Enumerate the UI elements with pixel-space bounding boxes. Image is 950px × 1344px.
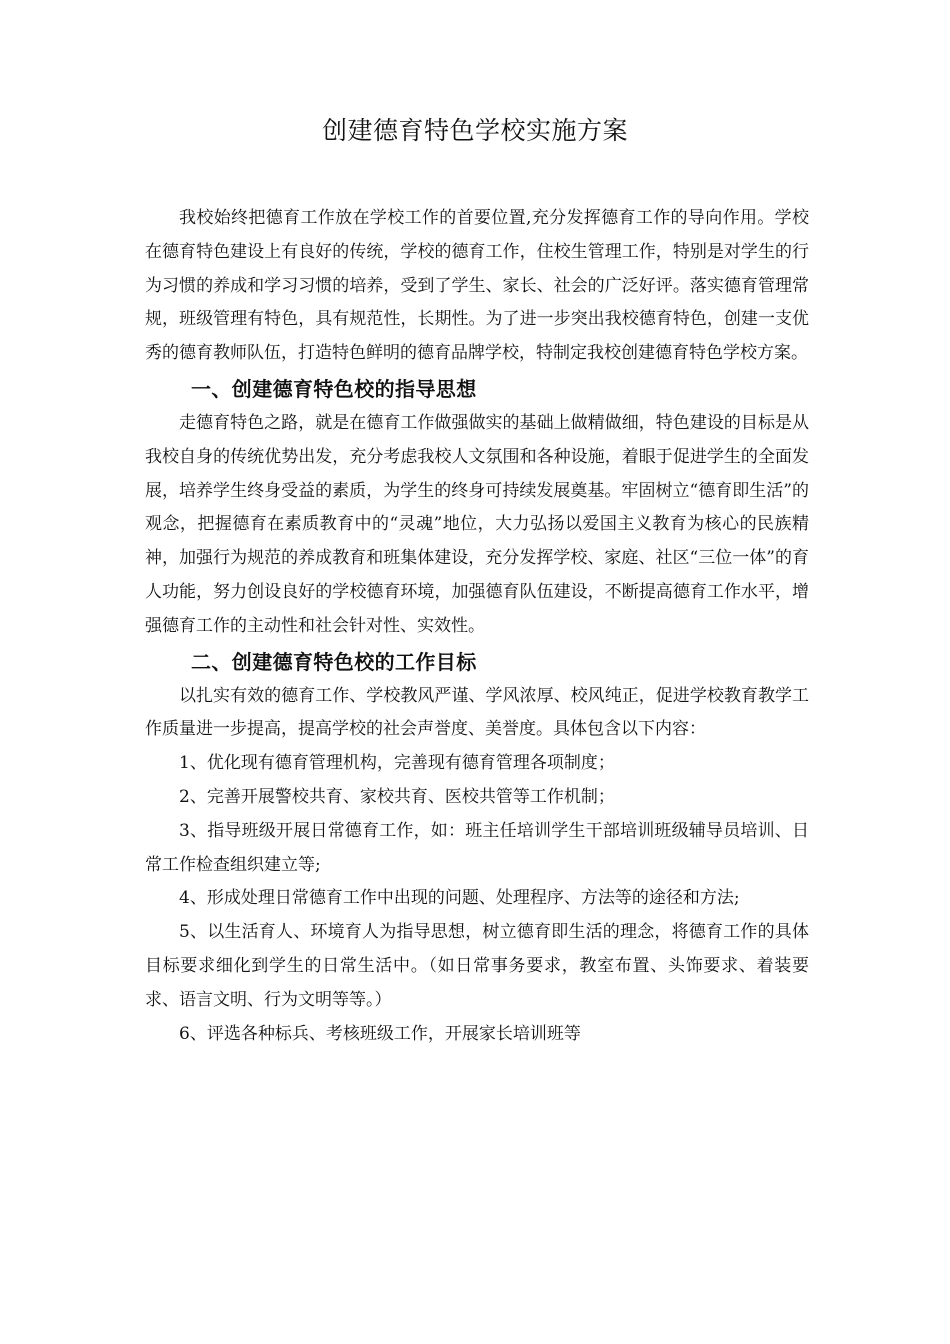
goal-item-4: 4、形成处理日常德育工作中出现的问题、处理程序、方法等的途径和方法; [179, 888, 740, 909]
goal-item-2: 2、完善开展警校共育、家校共育、医校共管等工作机制； [179, 786, 615, 807]
section-1-paragraph: 走德育特色之路，就是在德育工作做强做实的基础上做精做细，特色建设的目标是从我校自身的传统优势出发，充分考虑我校人文氛围和各种设施，着眼于促进学生的全面发展，培养学生终身受益的素质，为学生的终身可持续发展奠基。牢固树立“德育即生活”的观念，把握德育在素质教育中的“灵魂”地位，大力弘扬以爱国主义教育为核心的民族精神，加强行为规范的养成教育和班集体建设，充分发挥学校、家庭、社区“三位一体”的育人功能，努力创设良好的学校德育环境，加强德育队伍建设，不断提高德育工作水平，增强德育工作的主动性和社会针对性、实效性。 [145, 412, 809, 636]
goal-item-6: 6、评选各种标兵、考核班级工作，开展家长培训班等 [179, 1023, 581, 1044]
goal-item-1: 1、优化现有德育管理机构，完善现有德育管理各项制度； [179, 753, 615, 774]
section-1-heading: 一、创建德育特色校的指导思想 [191, 376, 477, 401]
goal-item-3: 3、指导班级开展日常德育工作，如：班主任培训学生干部培训班级辅导员培训、日常工作检查组织建立等; [145, 820, 809, 875]
document-body [145, 202, 809, 1051]
intro-paragraph: 我校始终把德育工作放在学校工作的首要位置,充分发挥德育工作的导向作用。学校在德育特色建设上有良好的传统，学校的德育工作，住校生管理工作，特别是对学生的行为习惯的养成和学习习惯的培养，受到了学生、家长、社会的广泛好评。落实德育管理常规，班级管理有特色，具有规范性，长期性。为了进一步突出我校德育特色，创建一支优秀的德育教师队伍，打造特色鲜明的德育品牌学校，特制定我校创建德育特色学校方案。 [145, 208, 809, 364]
section-2-paragraph: 以扎实有效的德育工作、学校教风严谨、学风浓厚、校风纯正，促进学校教育教学工作质量进一步提高，提高学校的社会声誉度、美誉度。具体包含以下内容： [145, 685, 809, 740]
goal-item-5: 5、以生活育人、环境育人为指导思想，树立德育即生活的理念，将德育工作的具体目标要求细化到学生的日常生活中。（如日常事务要求，教室布置、头饰要求、着装要求、语言文明、行为文明等等。） [145, 922, 809, 1010]
section-2-heading: 二、创建德育特色校的工作目标 [191, 649, 477, 674]
document-title: 创建德育特色学校实施方案 [321, 116, 628, 145]
